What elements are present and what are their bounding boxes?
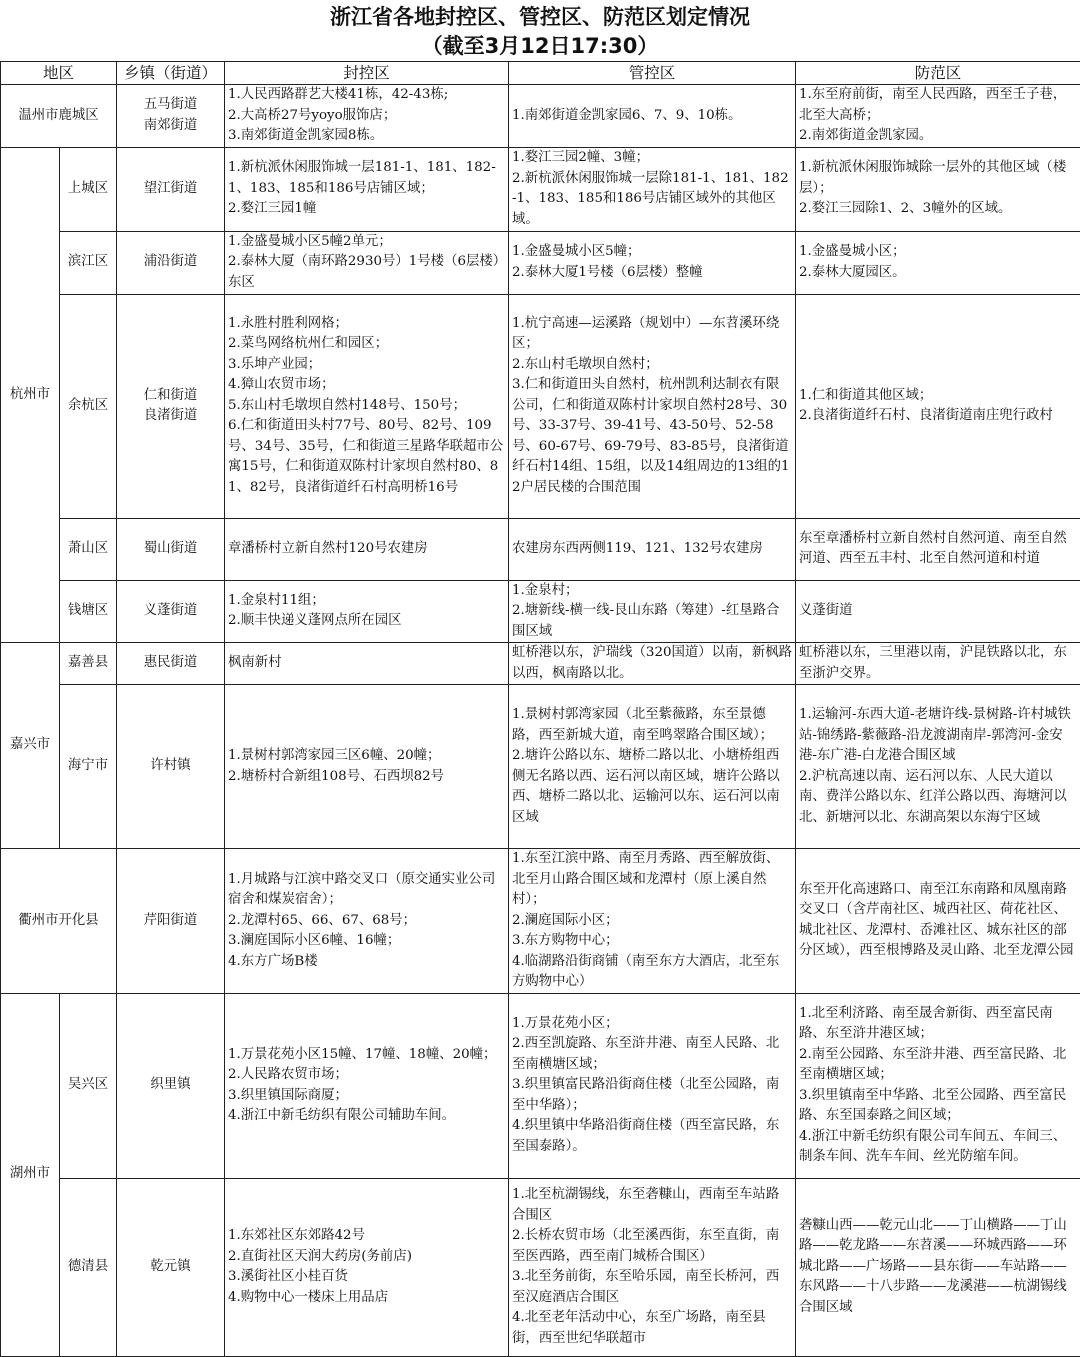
township-cell: 乾元镇 xyxy=(117,1178,225,1356)
lockdown-cell: 章潘桥村立新自然村120号农建房 xyxy=(225,518,509,580)
control-cell: 1.婺江三园2幢、3幢； 2.新杭派休闲服饰城一层除181-1、181、182-1、183、185和186号店铺区域外的其他区域。 xyxy=(509,147,796,231)
header-control: 管控区 xyxy=(509,62,796,85)
table-row xyxy=(1,685,1080,849)
region-cell: 衢州市开化县 xyxy=(1,849,117,994)
control-cell: 虹桥港以东，沪瑞线（320国道）以南，新枫路以西，枫南路以北。 xyxy=(509,643,796,685)
district-cell: 嘉善县 xyxy=(60,643,117,685)
township-cell: 惠民街道 xyxy=(117,643,225,685)
control-cell: 1.南郊街道金凯家园6、7、9、10栋。 xyxy=(509,85,796,148)
prevention-cell: 虹桥港以东，三里港以南，沪昆铁路以北，东至浙沪交界。 xyxy=(796,643,1080,685)
prevention-cell: 1.运输河-东西大道-老塘许线-景树路-许村城铁站-锦绣路-紫薇路-沿龙渡湖南岸-郭湾河-金安港-东广港-白龙港合围区域 2.沪杭高速以南、运石河以东、人民大道以南、费洋公路以东、红洋公路以西、海塘河以北、新塘河以北、东湖高架以东海宁区域 xyxy=(796,685,1080,849)
lockdown-cell: 1.金盛曼城小区5幢2单元； 2.泰林大厦（南环路2930号）1号楼（6层楼）东区 xyxy=(225,231,509,294)
header-lockdown: 封控区 xyxy=(225,62,509,85)
lockdown-cell: 1.新杭派休闲服饰城一层181-1、181、182-1、183、185和186号店铺区域； 2.婺江三园1幢 xyxy=(225,147,509,231)
control-cell: 1.北至杭湖锡线，东至砻糠山，西南至车站路合围区 2.长桥农贸市场（北至溪西街，东至直街，南至医西路，西至南门城桥合围区） 3.北至务前街，东至哈乐园，南至长桥河，西至汉庭酒店合围区 4.北至老年活动中心，东至广场路，南至县街，西至世纪华联超市 xyxy=(509,1178,796,1356)
lockdown-cell: 枫南新村 xyxy=(225,643,509,685)
township-cell: 仁和街道 良渚街道 xyxy=(117,294,225,518)
table-row xyxy=(1,643,1080,685)
table-row xyxy=(1,147,1080,231)
city-cell: 湖州市 xyxy=(1,993,60,1356)
township-cell: 五马街道 南郊街道 xyxy=(117,85,225,148)
table-row xyxy=(1,518,1080,580)
document-title: 浙江省各地封控区、管控区、防范区划定情况 xyxy=(0,0,1080,32)
table-row xyxy=(1,849,1080,994)
township-cell: 蜀山街道 xyxy=(117,518,225,580)
lockdown-cell: 1.人民西路群艺大楼41栋，42-43栋; 2.大高桥27号yoyo服饰店； 3.南郊街道金凯家园8栋。 xyxy=(225,85,509,148)
township-cell: 许村镇 xyxy=(117,685,225,849)
district-cell: 钱塘区 xyxy=(60,580,117,643)
district-cell: 余杭区 xyxy=(60,294,117,518)
prevention-cell: 义蓬街道 xyxy=(796,580,1080,643)
prevention-cell: 1.仁和街道其他区域； 2.良渚街道纤石村、良渚街道南庄兜行政村 xyxy=(796,294,1080,518)
table-row xyxy=(1,294,1080,518)
header-region: 地区 xyxy=(1,62,117,85)
table-header-row xyxy=(1,62,1080,85)
lockdown-cell: 1.东郊社区东郊路42号 2.直街社区天润大药房(务前店) 3.溪街社区小桂百货 4.购物中心一楼床上用品店 xyxy=(225,1178,509,1356)
prevention-cell: 1.东至府前街，南至人民西路，西至壬子巷，北至大高桥； 2.南郊街道金凯家园。 xyxy=(796,85,1080,148)
lockdown-cell: 1.万景花苑小区15幢、17幢、18幢、20幢； 2.人民路农贸市场； 3.织里镇国际商厦； 4.浙江中新毛纺织有限公司辅助车间。 xyxy=(225,993,509,1178)
header-township: 乡镇（街道） xyxy=(117,62,225,85)
control-cell: 1.杭宁高速—运溪路（规划中）—东苕溪环绕区； 2.东山村毛墩坝自然村； 3.仁和街道田头自然村，杭州凯利达制衣有限公司，仁和街道双陈村计家坝自然村28号、30号、33-37号、39-41号、43-50号、52-58号、60-67号、69-79号、83-85号，良渚街道纤石村14组、15组，以及14组周边的13组的12户居民楼的合围范围 xyxy=(509,294,796,518)
control-cell: 1.万景花苑小区； 2.西至凯旋路、东至浒井港、南至人民路、北至南横塘区域； 3.织里镇富民路沿街商住楼（北至公园路，南至中华路）； 4.织里镇中华路沿街商住楼（西至富民路，东至国泰路）。 xyxy=(509,993,796,1178)
district-cell: 德清县 xyxy=(60,1178,117,1356)
city-cell: 杭州市 xyxy=(1,147,60,643)
document-subtitle: （截至3月12日17:30） xyxy=(0,32,1080,61)
control-cell: 1.景树村郭湾家园（北至紫薇路，东至景德路，西至新城大道，南至鸣翠路合围区域）； 2.塘许公路以东、塘桥二路以北、小塘桥组西侧无名路以西、运石河以南区域，塘许公路以西、塘桥二路以北、运输河以东、运石河以南区域 xyxy=(509,685,796,849)
control-cell: 农建房东西两侧119、121、132号农建房 xyxy=(509,518,796,580)
lockdown-cell: 1.永胜村胜利网格； 2.菜鸟网络杭州仁和园区； 3.乐坤产业园； 4.獐山农贸市场； 5.东山村毛墩坝自然村148号、150号； 6.仁和街道田头村77号、80号、82号、109号、34号、35号，仁和街道三星路华联超市公寓15号，仁和街道双陈村计家坝自然村80、81、82号，良渚街道纤石村高明桥16号 xyxy=(225,294,509,518)
prevention-cell: 砻糠山西——乾元山北——丁山横路——丁山路——乾龙路——东苕溪——环城西路——环城北路——广场路——县东街——车站路——东风路——十八步路——龙溪港——杭湖锡线合围区域 xyxy=(796,1178,1080,1356)
table-row xyxy=(1,1178,1080,1356)
township-cell: 望江街道 xyxy=(117,147,225,231)
city-cell: 嘉兴市 xyxy=(1,643,60,849)
prevention-cell: 1.新杭派休闲服饰城除一层外的其他区域（楼层）； 2.婺江三园除1、2、3幢外的区域。 xyxy=(796,147,1080,231)
lockdown-cell: 1.月城路与江滨中路交叉口（原交通实业公司宿舍和煤炭宿舍）； 2.龙潭村65、66、67、68号； 3.澜庭国际小区6幢、16幢； 4.东方广场B楼 xyxy=(225,849,509,994)
district-cell: 吴兴区 xyxy=(60,993,117,1178)
prevention-cell: 东至章潘桥村立新自然村自然河道、南至自然河道、西至五丰村、北至自然河道和村道 xyxy=(796,518,1080,580)
prevention-cell: 1.金盛曼城小区； 2.泰林大厦园区。 xyxy=(796,231,1080,294)
district-cell: 萧山区 xyxy=(60,518,117,580)
control-cell: 1.金泉村； 2.塘新线-横一线-艮山东路（筹建）-红垦路合围区域 xyxy=(509,580,796,643)
header-prevention: 防范区 xyxy=(796,62,1080,85)
lockdown-cell: 1.景树村郭湾家园三区6幢、20幢； 2.塘桥村合新组108号、石西坝82号 xyxy=(225,685,509,849)
table-row xyxy=(1,580,1080,643)
district-cell: 上城区 xyxy=(60,147,117,231)
lockdown-cell: 1.金泉村11组； 2.顺丰快递义蓬网点所在园区 xyxy=(225,580,509,643)
prevention-cell: 1.北至利济路、南至晟舍新街、西至富民南路、东至浒井港区域； 2.南至公园路、东至浒井港、西至富民路、北至南横塘区域； 3.织里镇南至中华路、北至公园路、西至富民路、东至国泰路之间区域； 4.浙江中新毛纺织有限公司车间五、车间三、制条车间、洗车车间、丝光防缩车间。 xyxy=(796,993,1080,1178)
township-cell: 义蓬街道 xyxy=(117,580,225,643)
district-cell: 滨江区 xyxy=(60,231,117,294)
table-row xyxy=(1,993,1080,1178)
prevention-cell: 东至开化高速路口、南至江东南路和凤凰南路交叉口（含芹南社区、城西社区、荷花社区、城北社区、龙潭村、岙滩社区、城东社区的部分区域），西至根博路及灵山路、北至龙潭公园 xyxy=(796,849,1080,994)
region-cell: 温州市鹿城区 xyxy=(1,85,117,148)
control-cell: 1.金盛曼城小区5幢； 2.泰林大厦1号楼（6层楼）整幢 xyxy=(509,231,796,294)
township-cell: 芹阳街道 xyxy=(117,849,225,994)
table-row xyxy=(1,231,1080,294)
control-cell: 1.东至江滨中路、南至月秀路、西至解放街、北至月山路合围区域和龙潭村（原上溪自然村）； 2.澜庭国际小区； 3.东方购物中心； 4.临湖路沿街商铺（南至东方大酒店，北至东方购物中心） xyxy=(509,849,796,994)
township-cell: 织里镇 xyxy=(117,993,225,1178)
township-cell: 浦沿街道 xyxy=(117,231,225,294)
district-cell: 海宁市 xyxy=(60,685,117,849)
table-row xyxy=(1,85,1080,148)
zone-table xyxy=(0,61,1080,1357)
